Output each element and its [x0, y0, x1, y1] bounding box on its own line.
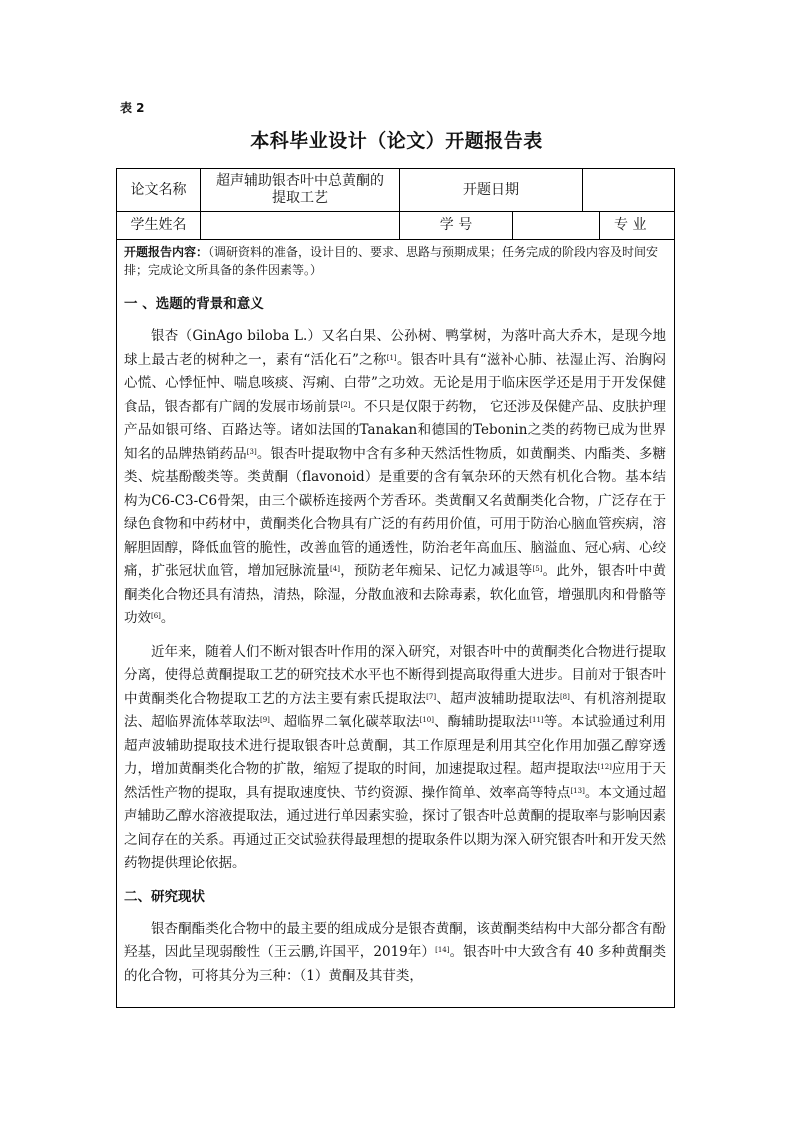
major-value: [674, 212, 675, 239]
text-run: 。银杏叶提取物中含有多种天然活性物质，如黄酮类、内酯类、多糖类、烷基酚酸类等。类黄酮（flavonoid）是重要的含有氧杂环的天然有机化合物。基本结构为C6-C3-C6骨架，由三个碳桥连接两个芳香环。类黄酮又名黄酮类化合物，广泛存在于绿色食物和中药材中，黄酮类化合物具有广泛的有药用价值，可用于防治心脑血管疾病，溶解胆固醇，降低血管的脆性，改善血管的通透性，防治老年高血压、脑溢血、冠心病、心绞痛，扩张冠状血管，增加冠脉流量: [124, 445, 667, 579]
text-run: 银杏酮酯类化合物中的最主要的组成成分是银杏黄酮，该黄酮类结构中大部分都含有酚羟基，因此呈现弱酸性（王云鹏,许国平，2019年）: [124, 920, 666, 960]
text-run: 、超临界二氧化碳萃取法: [269, 714, 420, 730]
text-run: 等。本试验通过利用超声波辅助提取技术进行提取银杏叶总黄酮，其工作原理是利用其空化作用加强乙醇穿透力，增加黄酮类化合物的扩散，缩短了提取的时间，加速提取过程。超声提取法: [124, 714, 667, 777]
citation-marker: [9]: [259, 716, 270, 724]
citation-marker: [1]: [386, 353, 397, 362]
citation-marker: [14]: [435, 946, 450, 954]
citation-marker: [5]: [532, 565, 543, 573]
citation-marker: [4]: [330, 565, 340, 573]
report-requirements: [124, 243, 666, 279]
student-id-value: [513, 212, 599, 239]
row-divider: [117, 239, 674, 240]
citation-marker: [8]: [559, 692, 570, 701]
body-paragraph: [124, 325, 666, 631]
text-run: 。银杏叶中大致含有 40 多种黄酮类的化合物，可将其分为三种：（1）黄酮及其苷类，: [124, 944, 666, 984]
citation-marker: [6]: [151, 612, 161, 620]
body-paragraph: [124, 641, 666, 876]
text-run: 近年来，随着人们不断对银杏叶作用的深入研究，对银杏叶中的黄酮类化合物进行提取分离，使得总黄酮提取工艺的研究技术水平也不断得到提高取得重大进步。目前对于银杏叶中黄酮类化合物提取工艺的方法主要有索氏提取法: [124, 643, 666, 707]
thesis-name-value: 超声辅助银杏叶中总黄酮的提取工艺: [216, 173, 384, 206]
section-heading: 一 、选题的背景和意义: [124, 296, 264, 312]
text-run: 。: [160, 610, 175, 626]
student-id-label: 学 号: [439, 217, 473, 233]
major-label: 专 业: [614, 217, 647, 233]
citation-marker: [3]: [246, 447, 257, 456]
text-run: ，预防老年痴呆、记忆力减退等: [339, 563, 533, 579]
text-run: 。本文通过超声辅助乙醇水溶液提取法，通过进行单因素实验，探讨了银杏叶总黄酮的提取率与影响因素之间存在的关系。再通过正交试验获得最理想的提取条件以期为深入研究银杏叶和开发天然药物提供理论依据。: [124, 784, 667, 871]
text-run: 。此外，银杏叶中黄酮类化合物还具有清热，清热，除湿，分散血液和去除毒素，软化血管，增强肌肉和骨骼等功效: [124, 563, 667, 626]
thesis-name-label: 论文名称: [130, 181, 187, 198]
open-date-value: [583, 169, 674, 211]
student-name-label: 学生姓名: [130, 217, 187, 233]
body-paragraph: [124, 918, 666, 989]
text-run: 。不只是仅限于药物， 它还涉及保健产品、皮肤护理产品如银可络、百路达等。诸如法国的Tanakan和德国的Tebonin之类的药物已成为世界知名的品牌热销药品: [124, 398, 666, 462]
page-title: 本科毕业设计（论文）开题报告表: [250, 130, 543, 152]
text-run: 应用于天然活性产物的提取，具有提取速度快、节约资源、操作简单、效率高等特点: [124, 761, 667, 801]
report-content: [124, 295, 666, 998]
requirements-text: （调研资料的准备，设计目的、要求、思路与预期成果；任务完成的阶段内容及时间安排；完成论文所具备的条件因素等。）: [124, 245, 659, 277]
student-name-value: [201, 212, 399, 239]
section-heading: 二、研究现状: [124, 888, 205, 905]
citation-marker: [11]: [529, 716, 544, 724]
report-form: [116, 168, 675, 1008]
open-date-label: 开题日期: [463, 181, 519, 198]
text-run: 、有机溶剂提取法、超临界流体萃取法: [124, 690, 667, 730]
text-run: 。银杏叶具有“滋补心肺、祛湿止泻、治胸闷心慌、心悸怔忡、喘息咳痰、泻痢、白带”之功效。无论是用于临床医学还是用于开发保健食品，银杏都有广阔的发展市场前景: [124, 351, 666, 415]
citation-marker: [7]: [426, 692, 437, 701]
requirements-label: 开题报告内容：: [124, 245, 209, 259]
text-run: 银杏（GinAgo biloba L.）又名白果、公孙树、鸭掌树，为落叶高大乔木，是现今地球上最古老的树种之一，素有“活化石”之称: [124, 328, 666, 368]
citation-marker: [12]: [597, 763, 612, 771]
citation-marker: [13]: [570, 786, 585, 795]
text-run: 、超声波辅助提取法: [436, 690, 560, 707]
citation-marker: [10]: [419, 716, 434, 724]
table-label: 表 2: [120, 101, 145, 115]
text-run: 、酶辅助提取法: [433, 714, 530, 730]
citation-marker: [2]: [340, 400, 351, 409]
